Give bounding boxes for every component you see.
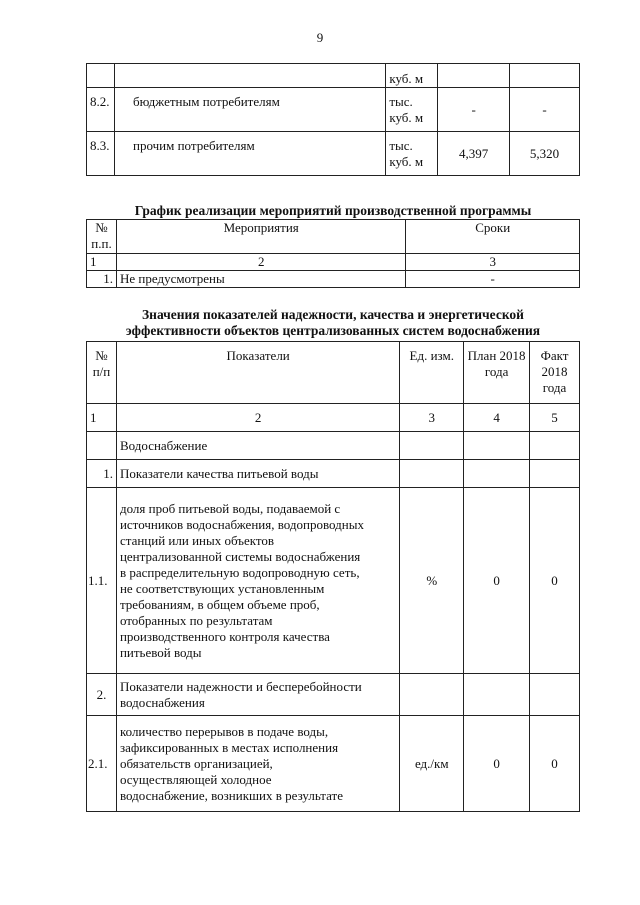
row-unit: % (400, 488, 464, 674)
schedule-table (86, 219, 580, 288)
row-terms: - (406, 271, 580, 288)
row-name: доля проб питьевой воды, подаваемой с источников водоснабжения, водопроводных станций или иных объектов централизованной системы водоснабжения в распределительную водопроводную сеть, не соответствующих установленным требованиям, в общем объеме проб, отобранных по результатам производственного контроля качества питьевой воды (116, 488, 399, 674)
index-unit: 3 (400, 404, 464, 432)
indicators-title-line1: Значения показателей надежности, качества и энергетической (142, 307, 524, 322)
row-name: Показатели надежности и бесперебойности водоснабжения (116, 674, 399, 716)
indicators-table (86, 341, 580, 812)
table-section-row (87, 432, 580, 460)
index-num: 1 (87, 254, 117, 271)
row-num: 2.1. (87, 716, 117, 812)
header-fact: Факт 2018 года (530, 342, 580, 404)
row-name (114, 64, 385, 88)
table-row (87, 674, 580, 716)
row-name: прочим потребителям (114, 132, 385, 176)
row-unit: тыс. куб. м (386, 88, 438, 132)
row-value-2: 5,320 (510, 132, 580, 176)
row-unit (400, 674, 464, 716)
table-row (87, 64, 580, 88)
header-plan: План 2018 года (464, 342, 530, 404)
table-row (87, 488, 580, 674)
index-terms: 3 (406, 254, 580, 271)
table-header-row (87, 220, 580, 254)
index-plan: 4 (464, 404, 530, 432)
table-row (87, 88, 580, 132)
index-fact: 5 (530, 404, 580, 432)
index-name: 2 (116, 404, 399, 432)
row-num: 8.3. (87, 132, 115, 176)
row-fact: 0 (530, 488, 580, 674)
table-row (87, 716, 580, 812)
row-num: 1. (87, 271, 117, 288)
indicators-title-line2: эффективности объектов централизованных систем водоснабжения (125, 323, 541, 338)
row-value-2: - (510, 88, 580, 132)
row-unit (400, 460, 464, 488)
row-num: 8.2. (87, 88, 115, 132)
header-name: Показатели (116, 342, 399, 404)
table-index-row (87, 254, 580, 271)
row-event: Не предусмотрены (116, 271, 405, 288)
row-value-1: 4,397 (438, 132, 510, 176)
row-num: 1. (87, 460, 117, 488)
header-num: № п/п (87, 342, 117, 404)
index-event: 2 (116, 254, 405, 271)
header-unit: Ед. изм. (400, 342, 464, 404)
row-num (87, 64, 115, 88)
row-unit: тыс. куб. м (386, 132, 438, 176)
row-fact (530, 674, 580, 716)
schedule-title: График реализации мероприятий производственной программы (134, 203, 532, 218)
table-row (87, 132, 580, 176)
row-num: 1.1. (87, 488, 117, 674)
table-row (87, 271, 580, 288)
index-num: 1 (87, 404, 117, 432)
row-name: количество перерывов в подаче воды, зафиксированных в местах исполнения обязательств организацией, осуществляющей холодное водоснабжение, возникших в результате (116, 716, 399, 812)
page-number: 9 (316, 30, 324, 45)
row-fact: 0 (530, 716, 580, 812)
header-terms: Сроки (406, 220, 580, 254)
row-plan: 0 (464, 488, 530, 674)
row-num: 2. (87, 674, 117, 716)
row-unit: куб. м (386, 64, 438, 88)
header-num: № п.п. (87, 220, 117, 254)
row-plan (464, 460, 530, 488)
row-name: бюджетным потребителям (114, 88, 385, 132)
table-row (87, 460, 580, 488)
row-value-1 (438, 64, 510, 88)
section-label: Водоснабжение (116, 432, 399, 460)
row-value-2 (510, 64, 580, 88)
row-name: Показатели качества питьевой воды (116, 460, 399, 488)
row-plan (464, 674, 530, 716)
row-plan: 0 (464, 716, 530, 812)
row-fact (530, 460, 580, 488)
table-index-row (87, 404, 580, 432)
consumption-table (86, 63, 580, 176)
row-unit: ед./км (400, 716, 464, 812)
header-event: Мероприятия (116, 220, 405, 254)
row-value-1: - (438, 88, 510, 132)
table-header-row (87, 342, 580, 404)
